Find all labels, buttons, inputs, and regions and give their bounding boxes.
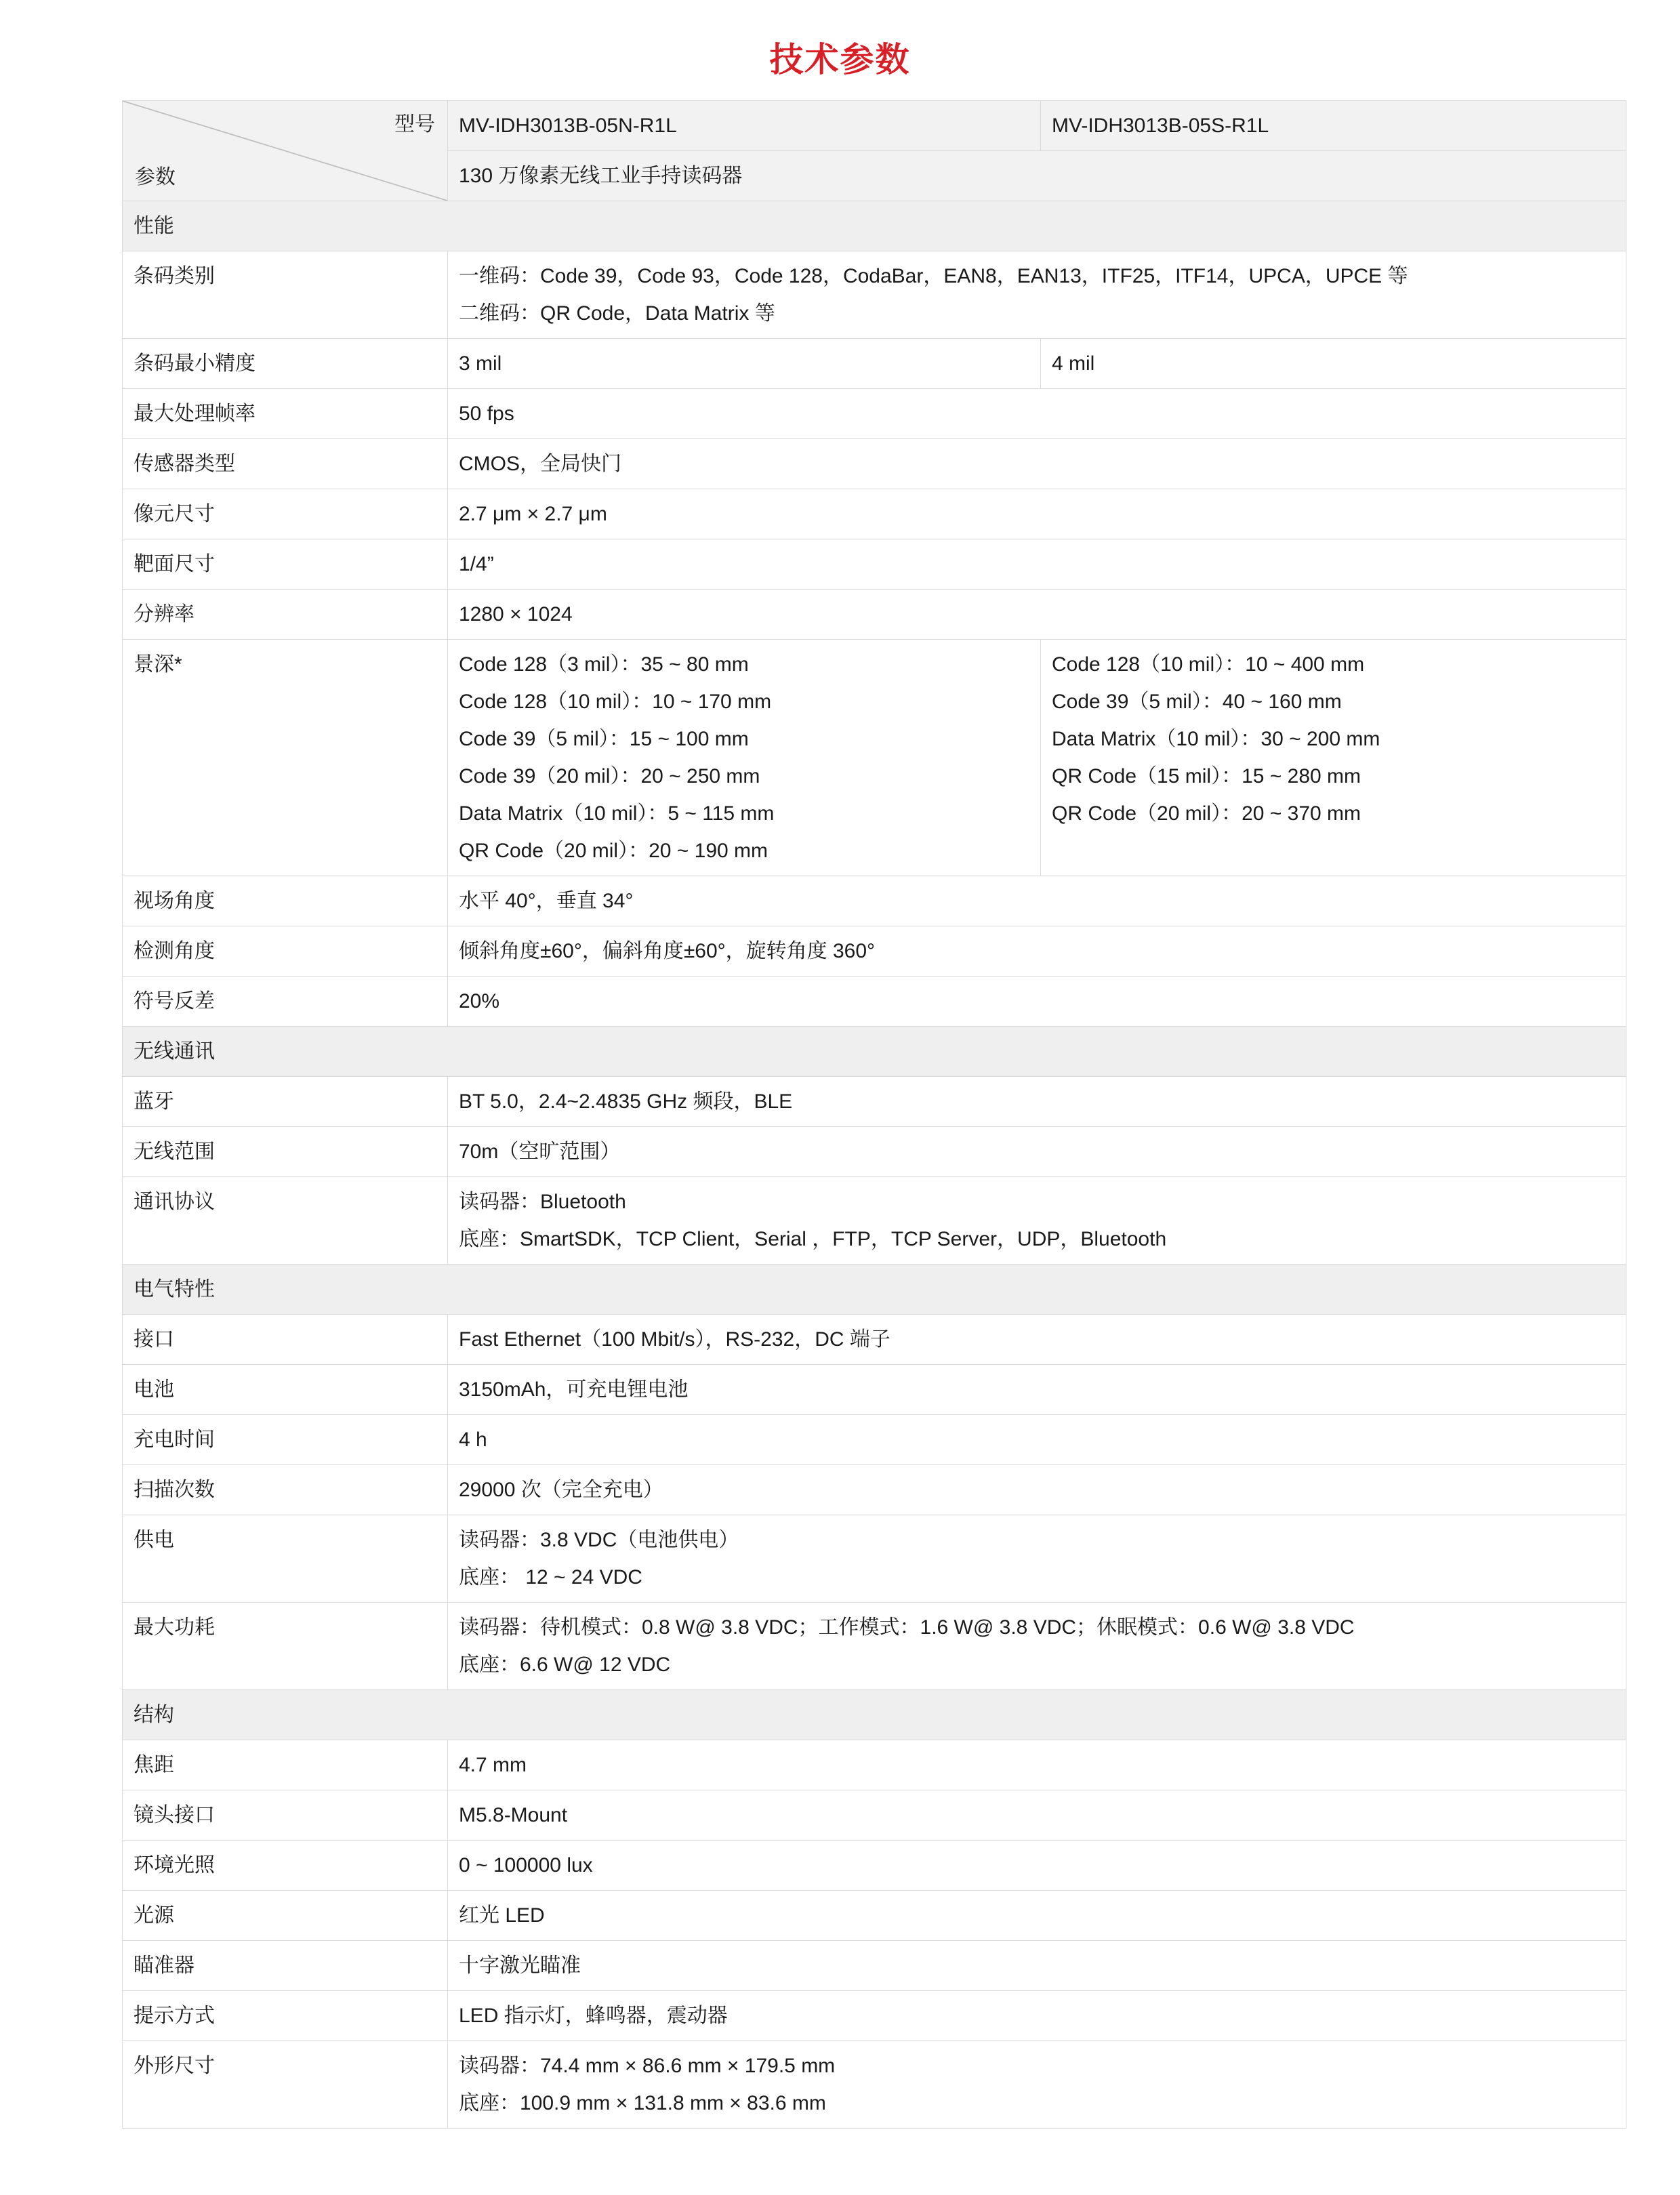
row-value-symbol-contrast: 20% [448, 977, 1626, 1027]
table-row [123, 1127, 1626, 1177]
table-row [123, 977, 1626, 1027]
dof-a-item: Code 128（3 mil）：35 ~ 80 mm [459, 653, 749, 676]
table-row [123, 439, 1626, 489]
row-label-max-power: 最大功耗 [123, 1603, 448, 1690]
row-value-target-size: 1/4” [448, 539, 1626, 590]
table-row [123, 926, 1626, 977]
row-value-detect-angle: 倾斜角度±60°，偏斜角度±60°，旋转角度 360° [448, 926, 1626, 977]
table-row [123, 876, 1626, 926]
row-value-sensor-type: CMOS，全局快门 [448, 439, 1626, 489]
model-b-cell: MV-IDH3013B-05S-R1L [1041, 101, 1626, 151]
row-label-protocol: 通讯协议 [123, 1177, 448, 1265]
row-label-max-fps: 最大处理帧率 [123, 389, 448, 439]
protocol-base: 底座：SmartSDK，TCP Client，Serial ，FTP，TCP Server，UDP，Bluetooth [459, 1228, 1167, 1250]
row-label-light-source: 光源 [123, 1891, 448, 1941]
row-label-interface: 接口 [123, 1315, 448, 1365]
row-label-aimer: 瞄准器 [123, 1941, 448, 1991]
row-value-pixel-size: 2.7 μm × 2.7 μm [448, 489, 1626, 539]
row-label-dimensions: 外形尺寸 [123, 2041, 448, 2129]
row-value-max-fps: 50 fps [448, 389, 1626, 439]
row-label-battery: 电池 [123, 1365, 448, 1415]
row-label-target-size: 靶面尺寸 [123, 539, 448, 590]
row-label-charge-time: 充电时间 [123, 1415, 448, 1465]
row-value-aimer: 十字激光瞄准 [448, 1941, 1626, 1991]
dof-a-item: Data Matrix（10 mil）：5 ~ 115 mm [459, 802, 775, 825]
row-value-max-power [448, 1603, 1626, 1690]
table-row [123, 251, 1626, 339]
row-label-min-resolution: 条码最小精度 [123, 339, 448, 389]
dof-a-item: Code 128（10 mil）：10 ~ 170 mm [459, 691, 772, 713]
row-label-resolution: 分辨率 [123, 590, 448, 640]
section-title-performance: 性能 [123, 201, 1626, 251]
row-value-charge-time: 4 h [448, 1415, 1626, 1465]
table-row [123, 489, 1626, 539]
row-label-dof: 景深* [123, 640, 448, 876]
row-value-bluetooth: BT 5.0，2.4~2.4835 GHz 频段，BLE [448, 1077, 1626, 1127]
dof-b-item: QR Code（15 mil）：15 ~ 280 mm [1052, 765, 1361, 787]
table-row [123, 1941, 1626, 1991]
row-value-dof-b [1041, 640, 1626, 876]
row-value-barcode-types [448, 251, 1626, 339]
table-row [123, 1465, 1626, 1515]
section-title-electrical: 电气特性 [123, 1265, 1626, 1315]
barcode-types-2d: 二维码：QR Code，Data Matrix 等 [459, 302, 775, 325]
section-title-wireless: 无线通讯 [123, 1027, 1626, 1077]
table-header-row [123, 101, 1626, 151]
table-row [123, 590, 1626, 640]
table-row [123, 1515, 1626, 1603]
dof-b-item: Code 39（5 mil）：40 ~ 160 mm [1052, 691, 1342, 713]
barcode-types-1d: 一维码：Code 39，Code 93，Code 128，CodaBar，EAN8，EAN13，ITF25，ITF14，UPCA，UPCE 等 [459, 265, 1408, 287]
section-electrical [123, 1265, 1626, 1315]
table-row [123, 1415, 1626, 1465]
table-row [123, 539, 1626, 590]
power-supply-reader: 读码器：3.8 VDC（电池供电） [459, 1529, 739, 1551]
table-row [123, 1991, 1626, 2041]
row-label-barcode-types: 条码类别 [123, 251, 448, 339]
section-wireless [123, 1027, 1626, 1077]
dof-a-item: Code 39（5 mil）：15 ~ 100 mm [459, 728, 749, 750]
specification-table [122, 100, 1626, 2129]
row-value-battery: 3150mAh，可充电锂电池 [448, 1365, 1626, 1415]
table-row [123, 640, 1626, 876]
max-power-reader: 读码器：待机模式：0.8 W@ 3.8 VDC；工作模式：1.6 W@ 3.8 VDC；休眠模式：0.6 W@ 3.8 VDC [459, 1616, 1355, 1639]
row-value-dimensions [448, 2041, 1626, 2129]
table-row [123, 1365, 1626, 1415]
row-value-focal-length: 4.7 mm [448, 1740, 1626, 1790]
row-label-lens-mount: 镜头接口 [123, 1790, 448, 1841]
row-value-indicator: LED 指示灯，蜂鸣器，震动器 [448, 1991, 1626, 2041]
section-performance [123, 201, 1626, 251]
row-value-fov: 水平 40°，垂直 34° [448, 876, 1626, 926]
table-row [123, 1790, 1626, 1841]
dof-a-item: QR Code（20 mil）：20 ~ 190 mm [459, 840, 769, 862]
table-row [123, 1177, 1626, 1265]
row-value-scan-count: 29000 次（完全充电） [448, 1465, 1626, 1515]
protocol-reader: 读码器：Bluetooth [459, 1191, 626, 1213]
row-label-scan-count: 扫描次数 [123, 1465, 448, 1515]
row-value-protocol [448, 1177, 1626, 1265]
row-label-power-supply: 供电 [123, 1515, 448, 1603]
dimensions-reader: 读码器：74.4 mm × 86.6 mm × 179.5 mm [459, 2055, 836, 2077]
row-value-light-source: 红光 LED [448, 1891, 1626, 1941]
row-label-pixel-size: 像元尺寸 [123, 489, 448, 539]
header-diagonal-cell [123, 101, 448, 201]
model-a-cell: MV-IDH3013B-05N-R1L [448, 101, 1041, 151]
row-value-ambient-light: 0 ~ 100000 lux [448, 1841, 1626, 1891]
section-structure [123, 1690, 1626, 1740]
row-value-interface: Fast Ethernet（100 Mbit/s），RS-232，DC 端子 [448, 1315, 1626, 1365]
dof-a-item: Code 39（20 mil）：20 ~ 250 mm [459, 765, 760, 787]
table-row [123, 1841, 1626, 1891]
row-label-bluetooth: 蓝牙 [123, 1077, 448, 1127]
table-row [123, 389, 1626, 439]
row-label-ambient-light: 环境光照 [123, 1841, 448, 1891]
row-label-indicator: 提示方式 [123, 1991, 448, 2041]
row-value-lens-mount: M5.8-Mount [448, 1790, 1626, 1841]
param-label: 参数 [135, 166, 176, 188]
table-row [123, 1740, 1626, 1790]
row-value-dof-a [448, 640, 1041, 876]
table-row [123, 1891, 1626, 1941]
power-supply-base: 底座： 12 ~ 24 VDC [459, 1566, 642, 1588]
product-description-cell: 130 万像素无线工业手持读码器 [448, 151, 1626, 201]
page-title: 技术参数 [769, 41, 911, 79]
table-row [123, 2041, 1626, 2129]
row-label-detect-angle: 检测角度 [123, 926, 448, 977]
table-row [123, 1603, 1626, 1690]
row-label-symbol-contrast: 符号反差 [123, 977, 448, 1027]
dof-b-item: Data Matrix（10 mil）：30 ~ 200 mm [1052, 728, 1380, 750]
table-row [123, 339, 1626, 389]
max-power-base: 底座：6.6 W@ 12 VDC [459, 1654, 671, 1676]
row-label-sensor-type: 传感器类型 [123, 439, 448, 489]
dimensions-base: 底座：100.9 mm × 131.8 mm × 83.6 mm [459, 2092, 826, 2114]
row-value-resolution: 1280 × 1024 [448, 590, 1626, 640]
row-value-min-resolution-b: 4 mil [1041, 339, 1626, 389]
row-value-wireless-range: 70m（空旷范围） [448, 1127, 1626, 1177]
table-row [123, 1315, 1626, 1365]
row-label-wireless-range: 无线范围 [123, 1127, 448, 1177]
row-value-min-resolution-a: 3 mil [448, 339, 1041, 389]
table-row [123, 1077, 1626, 1127]
section-title-structure: 结构 [123, 1690, 1626, 1740]
row-label-focal-length: 焦距 [123, 1740, 448, 1790]
model-label: 型号 [394, 113, 435, 136]
dof-b-item: Code 128（10 mil）：10 ~ 400 mm [1052, 653, 1365, 676]
dof-b-item: QR Code（20 mil）：20 ~ 370 mm [1052, 802, 1361, 825]
row-label-fov: 视场角度 [123, 876, 448, 926]
row-value-power-supply [448, 1515, 1626, 1603]
